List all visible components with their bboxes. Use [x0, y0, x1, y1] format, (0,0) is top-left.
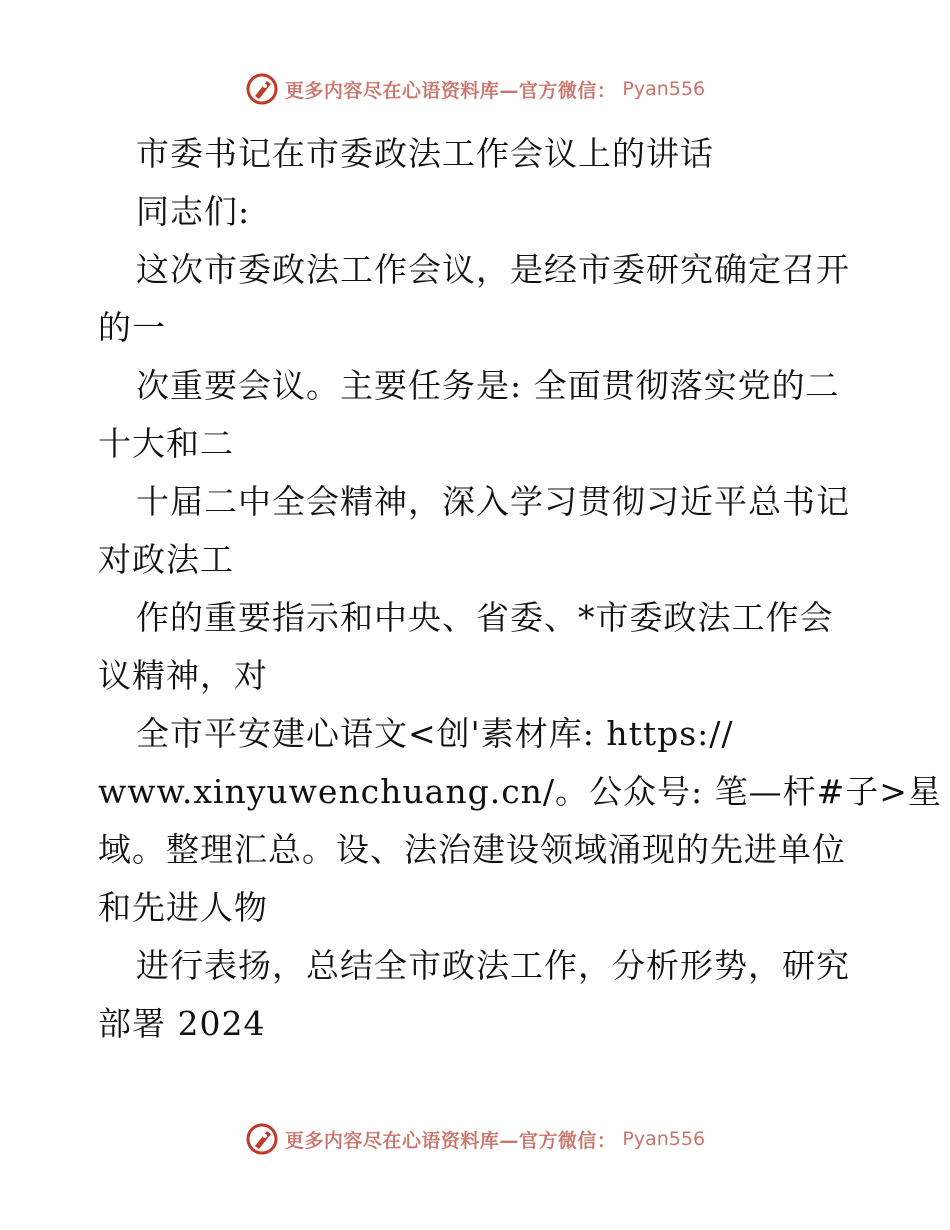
text-line: 域。整理汇总。设、法治建设领域涌现的先进单位: [98, 830, 846, 869]
watermark-wechat-id: Pyan556: [622, 78, 706, 100]
document-body: [98, 125, 942, 1053]
document-title: 市委书记在市委政法工作会议上的讲话: [136, 134, 714, 173]
footer-watermark: [0, 1122, 950, 1156]
text-line: 次重要会议。主要任务是: 全面贯彻落实党的二: [136, 366, 840, 405]
text-line: 进行表扬，总结全市政法工作，分析形势，研究: [136, 946, 850, 985]
watermark-text: 更多内容尽在心语资料库—官方微信：: [284, 79, 617, 102]
text-line: 对政法工: [98, 540, 234, 579]
pen-nib-logo-icon: [245, 72, 279, 106]
header-watermark: [0, 72, 950, 106]
text-line: 十大和二: [98, 424, 234, 463]
text-line: 和先进人物: [98, 888, 268, 927]
text-line: 议精神，对: [98, 656, 268, 695]
text-line: 这次市委政法工作会议，是经市委研究确定召开: [136, 250, 850, 289]
text-line: 同志们:: [136, 192, 251, 231]
text-line: 部署 2024: [98, 1004, 266, 1043]
text-line: 全市平安建心语文<创'素材库: https://: [136, 714, 734, 753]
text-line: 作的重要指示和中央、省委、*市委政法工作会: [136, 598, 834, 637]
pen-nib-logo-icon: [245, 1122, 279, 1156]
text-line: 的一: [98, 308, 166, 347]
watermark-text: 更多内容尽在心语资料库—官方微信：: [284, 1129, 617, 1152]
text-line: www.xinyuwenchuang.cn/。公众号: 笔—杆#子>星: [98, 772, 942, 811]
text-line: 十届二中全会精神，深入学习贯彻习近平总书记: [136, 482, 850, 521]
watermark-wechat-id: Pyan556: [622, 1128, 706, 1150]
